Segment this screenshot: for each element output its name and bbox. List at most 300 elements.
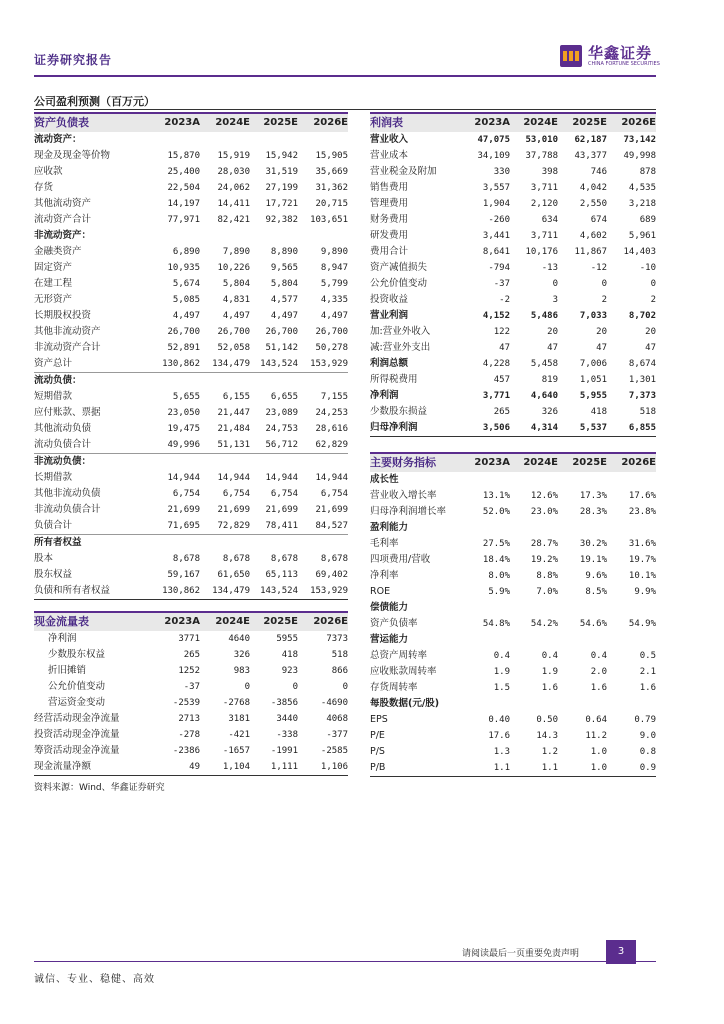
row-label: 费用合计 xyxy=(370,246,409,257)
row-label: 净利润 xyxy=(48,633,77,644)
row-value: 1.5 xyxy=(493,683,510,693)
row-value xyxy=(250,228,298,244)
row-value: 14,944 xyxy=(315,473,348,483)
row-label: 营业成本 xyxy=(370,150,409,161)
row-value: 8,641 xyxy=(482,247,510,257)
row-value: 62,187 xyxy=(574,135,607,145)
row-value: 51,131 xyxy=(200,437,250,454)
row-value: 130,862 xyxy=(162,586,200,596)
row-value: 49 xyxy=(189,762,200,772)
row-label: 净利润 xyxy=(370,390,399,401)
row-value: 634 xyxy=(541,215,558,225)
table-row xyxy=(34,711,348,727)
logo-text: 华鑫证券 xyxy=(588,44,653,62)
row-label: P/S xyxy=(370,746,385,757)
row-value: 26,700 xyxy=(315,327,348,337)
row-label: 毛利率 xyxy=(370,538,399,549)
table-row xyxy=(370,276,656,292)
row-value: 4068 xyxy=(326,714,348,724)
table-row xyxy=(34,308,348,324)
row-value xyxy=(558,632,607,648)
row-value: 7,373 xyxy=(628,391,656,401)
table-row xyxy=(370,488,656,504)
row-value: 20 xyxy=(547,327,558,337)
row-value: 78,411 xyxy=(250,518,298,535)
year-header: 2023A xyxy=(462,113,510,132)
row-value: 13.1% xyxy=(482,491,510,501)
row-value xyxy=(558,600,607,616)
row-value xyxy=(298,535,348,552)
row-value: 10,176 xyxy=(525,247,558,257)
logo-subtext: CHINA FORTUNE SECURITIES xyxy=(588,61,660,67)
row-value: 8.0% xyxy=(488,571,510,581)
row-value: 54.8% xyxy=(482,619,510,629)
table-row xyxy=(34,743,348,759)
row-value: 15,942 xyxy=(265,151,298,161)
table-row xyxy=(370,196,656,212)
table-row xyxy=(370,148,656,164)
row-label: 流动负债合计 xyxy=(34,437,152,454)
row-value: 5,458 xyxy=(530,359,558,369)
row-value: 0 xyxy=(552,279,558,289)
table-row xyxy=(370,600,656,616)
row-value: 265 xyxy=(493,407,510,417)
report-type-label: 证券研究报告 xyxy=(34,53,113,67)
row-label: 折旧摊销 xyxy=(48,665,87,676)
row-value: 49,996 xyxy=(152,437,200,454)
row-label: 应收账款周转率 xyxy=(370,666,437,677)
table-row xyxy=(34,389,348,405)
row-value: 7373 xyxy=(326,634,348,644)
year-header: 2024E xyxy=(200,113,250,132)
row-value: 7,155 xyxy=(320,392,348,402)
row-label: 长期股权投资 xyxy=(34,310,92,321)
table-row xyxy=(34,759,348,776)
row-label: 经营活动现金净流量 xyxy=(34,713,120,724)
table-row xyxy=(34,324,348,340)
row-value: 28,030 xyxy=(217,167,250,177)
row-value: 54.9% xyxy=(628,619,656,629)
row-value: 2,550 xyxy=(579,199,607,209)
row-value: 26,700 xyxy=(265,327,298,337)
table-row xyxy=(370,324,656,340)
row-value: 6,655 xyxy=(270,392,298,402)
row-value: 21,447 xyxy=(217,408,250,418)
table-row xyxy=(370,728,656,744)
row-value: 819 xyxy=(541,375,558,385)
row-value: 30.2% xyxy=(579,539,607,549)
row-value: -10 xyxy=(639,263,656,273)
row-label: 财务费用 xyxy=(370,214,409,225)
row-value: 28.3% xyxy=(579,507,607,517)
row-label: 在建工程 xyxy=(34,278,73,289)
row-value: -2585 xyxy=(320,746,348,756)
row-label: 销售费用 xyxy=(370,182,409,193)
row-value: 50,278 xyxy=(315,343,348,353)
row-value: 15,870 xyxy=(167,151,200,161)
row-value: 398 xyxy=(541,167,558,177)
row-value: -13 xyxy=(541,263,558,273)
row-value: 4,314 xyxy=(530,423,558,433)
row-value: 878 xyxy=(639,167,656,177)
row-value: 51,142 xyxy=(265,343,298,353)
row-value: 5,655 xyxy=(172,392,200,402)
table-row xyxy=(370,244,656,260)
table-row xyxy=(370,504,656,520)
row-label: 盈利能力 xyxy=(370,522,409,533)
row-label: 营运能力 xyxy=(370,634,409,645)
row-label: 非流动资产： xyxy=(34,230,92,241)
row-value: 17,721 xyxy=(265,199,298,209)
row-value: 6,754 xyxy=(172,489,200,499)
row-value: 0 xyxy=(342,682,348,692)
row-label: 营业收入 xyxy=(370,134,409,145)
table-row xyxy=(34,454,348,471)
row-value: 6,890 xyxy=(172,247,200,257)
row-value xyxy=(250,373,298,390)
row-value: 4,152 xyxy=(482,311,510,321)
year-header: 2026E xyxy=(298,113,348,132)
row-value: 27.5% xyxy=(482,539,510,549)
row-value: 9.0 xyxy=(639,731,656,741)
row-value: 143,524 xyxy=(250,356,298,373)
row-label: 短期借款 xyxy=(34,391,73,402)
table-row xyxy=(34,276,348,292)
row-value: 1.6 xyxy=(639,683,656,693)
row-value: 2 xyxy=(650,295,656,305)
row-label: 营业税金及附加 xyxy=(370,166,437,177)
row-value xyxy=(200,454,250,471)
row-value: 6,855 xyxy=(628,423,656,433)
year-header: 2025E xyxy=(558,113,607,132)
row-value: 47,075 xyxy=(477,135,510,145)
row-value: 0.5 xyxy=(639,651,656,661)
table-row xyxy=(34,228,348,244)
row-value: 4640 xyxy=(228,634,250,644)
row-value: 4,497 xyxy=(270,311,298,321)
row-value: 1,051 xyxy=(579,375,607,385)
row-value: 82,421 xyxy=(217,215,250,225)
row-value: 25,400 xyxy=(167,167,200,177)
table-row xyxy=(34,421,348,437)
table-row xyxy=(34,647,348,663)
row-value: 5.9% xyxy=(488,587,510,597)
row-value: 21,484 xyxy=(217,424,250,434)
row-value: 1.6 xyxy=(590,683,607,693)
row-value: 6,754 xyxy=(222,489,250,499)
row-value xyxy=(152,132,200,148)
row-value: 7,006 xyxy=(579,359,607,369)
row-label: 公允价值变动 xyxy=(48,681,106,692)
row-value: 8,678 xyxy=(222,554,250,564)
row-value: 4,228 xyxy=(482,359,510,369)
row-value: 6,754 xyxy=(270,489,298,499)
year-header: 2024E xyxy=(510,113,558,132)
row-value: 8,678 xyxy=(320,554,348,564)
table-row xyxy=(34,260,348,276)
row-value: 1.1 xyxy=(541,763,558,773)
row-value: 26,700 xyxy=(217,327,250,337)
row-value: -1991 xyxy=(270,746,298,756)
row-value: 52,058 xyxy=(217,343,250,353)
row-value xyxy=(152,454,200,471)
table-row xyxy=(34,486,348,502)
key-indicators-table xyxy=(370,452,656,777)
row-value: 2.0 xyxy=(590,667,607,677)
row-value: 3771 xyxy=(178,634,200,644)
row-label: 减:营业外支出 xyxy=(370,342,431,353)
row-value: 20 xyxy=(596,327,607,337)
row-value: 0.9 xyxy=(639,763,656,773)
table-row xyxy=(370,340,656,356)
row-value: 47 xyxy=(596,343,607,353)
year-header: 2026E xyxy=(298,612,348,631)
row-value: 14,944 xyxy=(265,473,298,483)
row-value: 17.6 xyxy=(488,731,510,741)
row-value: 8,674 xyxy=(628,359,656,369)
row-value: 8,702 xyxy=(628,311,656,321)
row-value: 0.4 xyxy=(541,651,558,661)
row-value: 10,226 xyxy=(217,263,250,273)
table-row xyxy=(370,584,656,600)
table-row xyxy=(370,356,656,372)
row-label: 资产总计 xyxy=(34,356,152,373)
row-value: 0 xyxy=(650,279,656,289)
balance-sheet-table xyxy=(34,112,348,600)
year-header: 2026E xyxy=(607,453,656,472)
row-value xyxy=(298,373,348,390)
row-value: 5,804 xyxy=(222,279,250,289)
row-value xyxy=(250,132,298,148)
table-row xyxy=(370,164,656,180)
row-label: 筹资活动现金净流量 xyxy=(34,745,120,756)
row-value: 7,033 xyxy=(579,311,607,321)
row-label: 应付账款、票据 xyxy=(34,407,101,418)
table-row xyxy=(370,664,656,680)
row-value: 3,771 xyxy=(482,391,510,401)
row-value: 34,109 xyxy=(477,151,510,161)
row-value: 8.5% xyxy=(585,587,607,597)
table-row xyxy=(34,679,348,695)
table-row xyxy=(370,292,656,308)
row-label: 负债和所有者权益 xyxy=(34,585,111,596)
row-value: 1,301 xyxy=(628,375,656,385)
row-value: 73,142 xyxy=(623,135,656,145)
row-label: 无形资产 xyxy=(34,294,73,305)
row-label: 利润总额 xyxy=(370,358,409,369)
row-value: 47 xyxy=(645,343,656,353)
page-number: 3 xyxy=(606,940,636,964)
row-value: 52,891 xyxy=(167,343,200,353)
table-row xyxy=(370,760,656,777)
row-value: 134,479 xyxy=(212,586,250,596)
row-value: 18.4% xyxy=(482,555,510,565)
row-value: -421 xyxy=(228,730,250,740)
row-value: 103,651 xyxy=(310,215,348,225)
table-row xyxy=(370,680,656,696)
row-value: 122 xyxy=(493,327,510,337)
row-value: 23.0% xyxy=(530,507,558,517)
row-value: 8,678 xyxy=(172,554,200,564)
row-value xyxy=(510,520,558,536)
row-label: 存货周转率 xyxy=(370,682,418,693)
row-value xyxy=(510,632,558,648)
row-value xyxy=(200,535,250,552)
row-value: 153,929 xyxy=(310,586,348,596)
row-value: 6,155 xyxy=(222,392,250,402)
row-value: 24,753 xyxy=(265,424,298,434)
row-label: EPS xyxy=(370,714,388,725)
row-label: 其他非流动资产 xyxy=(34,326,101,337)
row-value: 7.0% xyxy=(536,587,558,597)
row-label: 归母净利润增长率 xyxy=(370,506,447,517)
row-value: 8,947 xyxy=(320,263,348,273)
row-value: 62,829 xyxy=(298,437,348,454)
row-value: 8,678 xyxy=(270,554,298,564)
footer-divider xyxy=(34,961,656,962)
table-row xyxy=(34,502,348,518)
table-row xyxy=(34,695,348,711)
table-row xyxy=(370,568,656,584)
row-value: 153,929 xyxy=(298,356,348,373)
row-value: 330 xyxy=(493,167,510,177)
section-title: 公司盈利预测（百万元） xyxy=(34,95,155,108)
row-value: 52.0% xyxy=(482,507,510,517)
row-label: 少数股东损益 xyxy=(370,406,428,417)
row-label: ROE xyxy=(370,586,391,597)
row-value: 49,998 xyxy=(623,151,656,161)
row-value: 689 xyxy=(639,215,656,225)
row-label: 流动资产： xyxy=(34,134,82,145)
header-divider xyxy=(34,75,656,77)
row-value: 518 xyxy=(331,650,348,660)
row-value: 674 xyxy=(590,215,607,225)
logo-mark-icon xyxy=(560,45,582,67)
row-label: 投资活动现金净流量 xyxy=(34,729,120,740)
row-value: 0.64 xyxy=(585,715,607,725)
row-value xyxy=(558,472,607,488)
row-value: 5,799 xyxy=(320,279,348,289)
row-value: 457 xyxy=(493,375,510,385)
row-label: 成长性 xyxy=(370,474,399,485)
year-header: 2025E xyxy=(558,453,607,472)
row-value: -37 xyxy=(183,682,200,692)
row-value xyxy=(152,535,200,552)
row-value xyxy=(607,472,656,488)
row-value: 3181 xyxy=(228,714,250,724)
table-row xyxy=(34,437,348,454)
table-row xyxy=(34,583,348,600)
table-row xyxy=(34,405,348,421)
row-label: 负债合计 xyxy=(34,518,152,535)
row-label: 营业利润 xyxy=(370,310,409,321)
table-row xyxy=(34,292,348,308)
section-divider xyxy=(34,109,656,110)
row-value: 0.40 xyxy=(488,715,510,725)
row-value: 418 xyxy=(590,407,607,417)
row-value: 69,402 xyxy=(315,570,348,580)
row-value: 14,411 xyxy=(217,199,250,209)
row-value: 9.6% xyxy=(585,571,607,581)
row-label: 资产负债率 xyxy=(370,618,418,629)
row-value xyxy=(298,132,348,148)
row-value: 61,650 xyxy=(217,570,250,580)
row-value: 14.3 xyxy=(536,731,558,741)
row-value: 35,669 xyxy=(315,167,348,177)
table-row xyxy=(34,356,348,373)
table-row xyxy=(34,727,348,743)
row-value: 21,699 xyxy=(167,505,200,515)
row-value xyxy=(250,535,298,552)
row-value xyxy=(200,132,250,148)
row-value: 1,111 xyxy=(270,762,298,772)
row-label: 所得税费用 xyxy=(370,374,418,385)
row-value: 37,788 xyxy=(525,151,558,161)
row-value: 4,577 xyxy=(270,295,298,305)
row-value: -2 xyxy=(499,295,510,305)
row-value xyxy=(200,228,250,244)
row-label: 公允价值变动 xyxy=(370,278,428,289)
row-value: 3,506 xyxy=(482,423,510,433)
row-value: 923 xyxy=(281,666,298,676)
row-value xyxy=(462,520,510,536)
row-value: 10,935 xyxy=(167,263,200,273)
row-value xyxy=(510,472,558,488)
table-row xyxy=(34,164,348,180)
table-row xyxy=(34,180,348,196)
table-row xyxy=(34,631,348,647)
year-header: 2024E xyxy=(200,612,250,631)
row-value: 14,403 xyxy=(623,247,656,257)
row-value: 20,715 xyxy=(315,199,348,209)
row-value xyxy=(462,696,510,712)
row-label: 营运资金变动 xyxy=(48,697,106,708)
year-header: 2023A xyxy=(152,113,200,132)
row-label: 总资产周转率 xyxy=(370,650,428,661)
row-value: 2.1 xyxy=(639,667,656,677)
income-statement-table xyxy=(370,112,656,437)
table-row xyxy=(34,518,348,535)
row-value: 14,944 xyxy=(167,473,200,483)
row-label: 所有者权益 xyxy=(34,537,82,548)
row-value: 3 xyxy=(552,295,558,305)
row-value xyxy=(462,632,510,648)
table-row xyxy=(34,535,348,552)
row-value: 3,557 xyxy=(482,183,510,193)
row-value: 0 xyxy=(244,682,250,692)
table-row xyxy=(370,744,656,760)
row-value: 746 xyxy=(590,167,607,177)
year-header: 2024E xyxy=(510,453,558,472)
row-label: 每股数据(元/股) xyxy=(370,698,440,709)
row-value: 3,218 xyxy=(628,199,656,209)
row-value: -2386 xyxy=(172,746,200,756)
row-value: 1.2 xyxy=(541,747,558,757)
row-value: 19,475 xyxy=(167,424,200,434)
row-value: 0.50 xyxy=(536,715,558,725)
table-title: 资产负债表 xyxy=(34,113,152,132)
row-label: 资产减值损失 xyxy=(370,262,428,273)
row-value: 983 xyxy=(233,666,250,676)
row-value: 11,867 xyxy=(574,247,607,257)
table-row xyxy=(34,567,348,583)
row-value: 1.9 xyxy=(541,667,558,677)
row-value: 28,616 xyxy=(315,424,348,434)
row-value: 10.1% xyxy=(628,571,656,581)
row-value: 11.2 xyxy=(585,731,607,741)
row-value: 59,167 xyxy=(167,570,200,580)
row-value: -1657 xyxy=(222,746,250,756)
